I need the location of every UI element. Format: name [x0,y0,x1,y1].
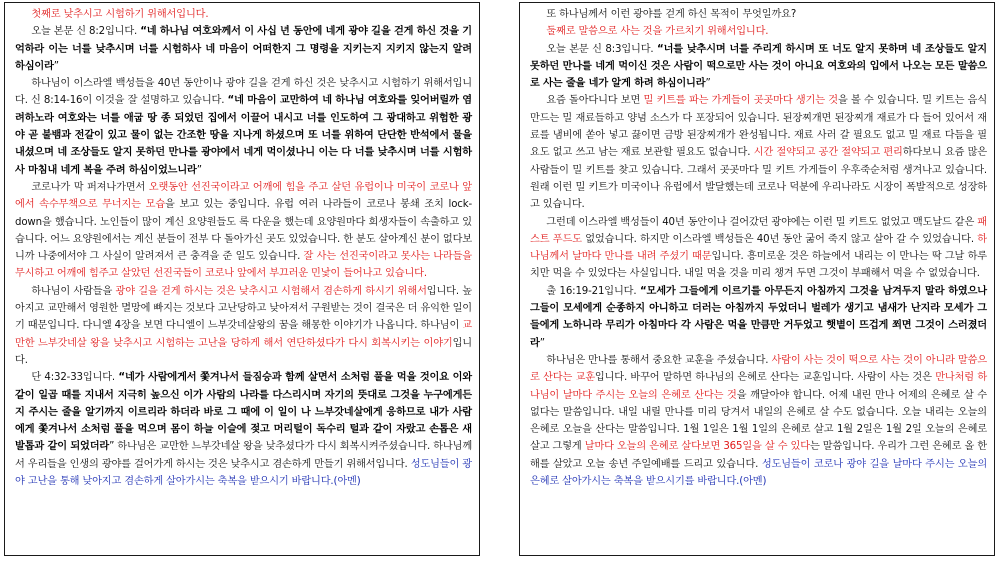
text-run-red: 둘째로 말씀으로 사는 것을 가르치기 위해서입니다. [546,26,769,38]
paragraph [530,352,987,490]
text-run-red: 오랫동안 선진국이라고 어깨에 힘을 주고 살던 유럽이나 미국이 코로나 앞에서 속수무책으로 무너지는 모습 [15,181,472,211]
text-run-red: 하나님께서 날마다 만나를 내려 주셨기 때문 [530,233,987,263]
text-run-normal: 출 16:19-21입니다. [546,285,640,297]
text-run-bold: “너를 낮추시며 너를 주리게 하시며 또 너도 알지 못하며 네 조상들도 알지 못하던 만나를 네게 먹이신 것은 사람이 떡으로만 사는 것이 아니요 여호와의 입에서 나오는 모든 말씀으로 사는 줄을 네가 알게 하려 하심이니라 [530,43,987,90]
text-run-red: 잘 사는 선진국이라고 못사는 나라들을 무시하고 어깨에 힘주고 살았던 선진국들이 코로나 앞에서 부끄러운 민낯이 들어나고 있습니다. [15,251,472,280]
text-run-red: 광야 길을 걷게 하시는 것은 낮추시고 시험해서 겸손하게 하시기 위해서 [115,285,427,297]
paragraph [530,283,987,352]
text-run-bold: “네 하나님 여호와께서 이 사십 년 동안에 네게 광야 길을 걷게 하신 것을 기억하라 이는 너를 낮추시며 너를 시험하사 네 마음이 어떠한지 그 명령을 지키는지 지키지 않는지 알려 하심이라 [15,26,472,72]
text-run-normal: 입니다. 흥미로운 것은 하늘에서 내리는 이 만나는 딱 그날 하루치만 먹을 수 있었다는 사실입니다. 내일 먹을 것을 미리 챙겨 두면 그것이 부패해서 먹을 수 없었습니다. [530,251,987,280]
text-run-normal: 을 볼 수 있습니다. 밀 키트는 음식 만드는 밀 재료들하고 양념 소스가 다 포장되어 있습니다. 된장찌개면 된장찌개 재료가 다 들어 있어서 재료를 냄비에 쏟아 넣고 끓이면 금방 된장찌개가 완성됩니다. 재료 사러 갈 필요도 없고 밀 재료 다듬을 필요도 없고 쓰고 남는 재료 보관할 필요도 없습니다. [530,95,988,159]
paragraph [15,283,472,369]
text-run-normal: 하나님이 이스라엘 백성들을 40년 동안이나 광야 길을 걷게 하신 것은 낮추시고 시험하기 위해서입니다. 신 8:14-16이 이것을 잘 설명하고 있습니다. [15,78,472,107]
paragraph [530,41,987,93]
paragraph [15,75,472,179]
text-run-bold: “네가 사람에게서 쫓겨나서 들짐승과 함께 살면서 소처럼 풀을 먹을 것이요 이와 같이 일곱 때를 지내서 지극히 높으신 이가 사람의 나라를 다스리시며 자기의 뜻대로 그것을 누구에게든지 주시는 줄을 알기까지 이르리라 하더라 바로 그 때에 이 일이 나 느부갓네살에게 응하므로 내가 사람에게 쫓겨나서 소처럼 풀을 먹으며 몸이 하늘 이슬에 젖고 머리털이 독수리 털과 같이 자랐고 손톱은 새 발톱과 같이 되었더라 [15,372,472,453]
text-run-normal: 그런데 이스라엘 백성들이 40년 동안이나 걸어갔던 광야에는 이런 밀 키트도 없었고 맥도날드 같은 [546,216,978,228]
text-run-bold: “모세가 그들에게 이르기를 아무든지 아침까지 그것을 남겨두지 말라 하였으나 그들이 모세에게 순종하지 아니하고 더러는 아침까지 두었더니 벌레가 생기고 냄새가 난지라 모세가 그들에게 노하니라 무리가 아침마다 각 사람은 먹을 만큼만 거두었고 햇볕이 뜨겁게 쬐면 그것이 스러졌더라 [530,285,987,349]
text-run-red: 첫째로 낮추시고 시험하기 위해서입니다. [31,9,209,20]
text-run-red: 사람이 사는 것이 떡으로 사는 것이 아니라 말씀으로 산다는 교훈 [530,354,987,384]
text-run-normal: ” [705,78,711,90]
text-run-blue: 성도님들이 코로나 광야 길을 날마다 주시는 오늘의 은혜로 살아가시는 축복을 받으시기를 바랍니다.(아멘) [530,458,988,488]
text-run-red: 시간 절약되고 공간 절약되고 편리 [753,147,903,159]
text-run-red: 교만한 느부갓네살 왕을 낮추시고 시험하는 고난을 당하게 해서 연단하셨다가 다시 회복시키는 이야기 [15,320,472,349]
paragraph [530,23,987,40]
text-run-normal: ” [196,164,202,176]
text-run-normal: 입니다. 높아지고 교만해서 영원한 멸망에 빠지는 것보다 고난당하고 낮아져서 구원받는 것이 결국은 더 유익한 일이기 때문입니다. 다니엘 4장을 보면 다니엘이 느부갓네살왕의 꿈을 해몽한 이야기가 나옵니다. 하나님이 [15,285,472,332]
text-run-blue: 성도님들이 광야 고난을 통해 낮아지고 겸손하게 살아가시는 축복을 받으시기 바랍니다.(아멘) [15,458,472,488]
text-run-normal: ” 하나님은 교만한 느부갓네살 왕을 낮추셨다가 다시 회복시켜주셨습니다. 하나님께서 우리들을 인생의 광야를 걸어가게 하시는 것은 낮추시고 겸손하게 만들기 위해서입니다. [15,441,473,470]
text-run-normal: 하다보니 요즘 많은 사람들이 밀 키트를 찾고 있습니다. 그래서 곳곳마다 밀 키트 가게들이 우후죽순처럼 생겨나고 있습니다. 원래 이런 밀 키트가 미국이나 유럽에서 발달했는데 코로나 덕분에 우리나라도 시장이 폭발적으로 성장하고 있습니다. [530,147,987,211]
text-run-normal: 단 4:32-33입니다. [31,372,119,384]
text-run-normal: 하나님은 만나를 통해서 중요한 교훈을 주셨습니다. [546,354,772,366]
paragraph [530,92,987,213]
text-run-normal: 요즘 돌아다니다 보면 [546,95,644,107]
text-run-normal: 입니다. [15,337,472,366]
text-run-normal: ” [539,337,545,349]
text-run-normal: ” [53,60,59,72]
text-run-normal: 오늘 본문 신 8:2입니다. [31,26,141,38]
paragraph [15,369,472,490]
document-page-right [519,2,995,556]
text-run-normal: 하나님이 사람들을 [31,285,116,297]
text-run-bold: “네 마음이 교만하여 네 하나님 여호와를 잊어버릴까 염려하노라 여호와는 너를 애굽 땅 종 되었던 집에서 이끌어 내시고 너를 인도하여 그 광대하고 위험한 광야 곧 불뱀과 전갈이 있고 물이 없는 간조한 땅을 지나게 하셨으며 또 너를 위하여 단단한 반석에서 물을 내셨으며 네 조상들도 알지 못하던 만나를 광야에서 네게 먹이셨나니 이는 다 너를 낮추시며 너를 시험하사 마침내 네게 복을 주려 하심이었느니라 [15,95,472,176]
paragraph [530,6,987,23]
text-run-normal: 을 보고 있는 중입니다. 유럽 여러 나라들이 코로나 봉쇄 조치 lock-down을 했습니다. 노인들이 많이 계신 요양원들도 록 다운을 했는데 요양원마다 희생자들이 속출하고 있습니다. 어느 요양원에서는 계신 분들이 전부 다 돌아가신 곳도 있었습니다. 한 분도 살아계신 분이 없다보니까 나중에서야 그 사실이 알려져서 큰 충격을 준 일도 있습니다. [15,199,473,263]
text-run-normal: 또 하나님께서 이런 광야를 걷게 하신 목적이 무엇일까요? [546,9,797,20]
text-run-normal: 입니다. 바꾸어 말하면 하나님의 은혜로 산다는 교훈입니다. 사람이 사는 것은 [594,372,936,384]
text-run-red: 만나처럼 하나님이 날마다 주시는 오늘의 은혜로 산다는 것 [530,372,988,401]
paragraph [530,214,987,283]
text-run-red: 밀 키트를 파는 가게들이 곳곳마다 생기는 것 [643,95,838,107]
text-run-normal: 코로나가 막 퍼져나가면서 [31,181,149,193]
document-page-left [4,2,480,556]
paragraph [15,6,472,23]
text-run-normal: 없었습니다. 하지만 이스라엘 백성들은 40년 동안 굶어 죽지 않고 살아 갈 수 있었습니다. [581,233,978,245]
text-run-normal: 는 말씀입니다. 우리가 그런 은혜로 올 한해를 살았고 오늘 송년 주일예배를 드리고 있습니다. [530,441,987,470]
text-run-red: 패스트 푸드도 [530,216,987,245]
paragraph [15,23,472,75]
paragraph [15,179,472,283]
text-run-red: 날마다 오늘의 은혜로 살다보면 365일을 살 수 있다 [584,441,810,453]
text-run-normal: 을 깨달아야 합니다. 어제 내린 만나 어제의 은혜로 살 수 없다는 말씀입니다. 내일 내릴 만나를 미리 당겨서 내일의 은혜로 살 수도 없습니다. 오늘 내리는 오늘의 은혜로 오늘을 산다는 말씀입니다. 1월 1일은 1월 1일의 은혜로 살고 1월 2일은 1월 2일 오늘의 은혜로 살고 그렇게 [530,389,987,453]
text-run-normal: 오늘 본문 신 8:3입니다. [546,43,658,55]
